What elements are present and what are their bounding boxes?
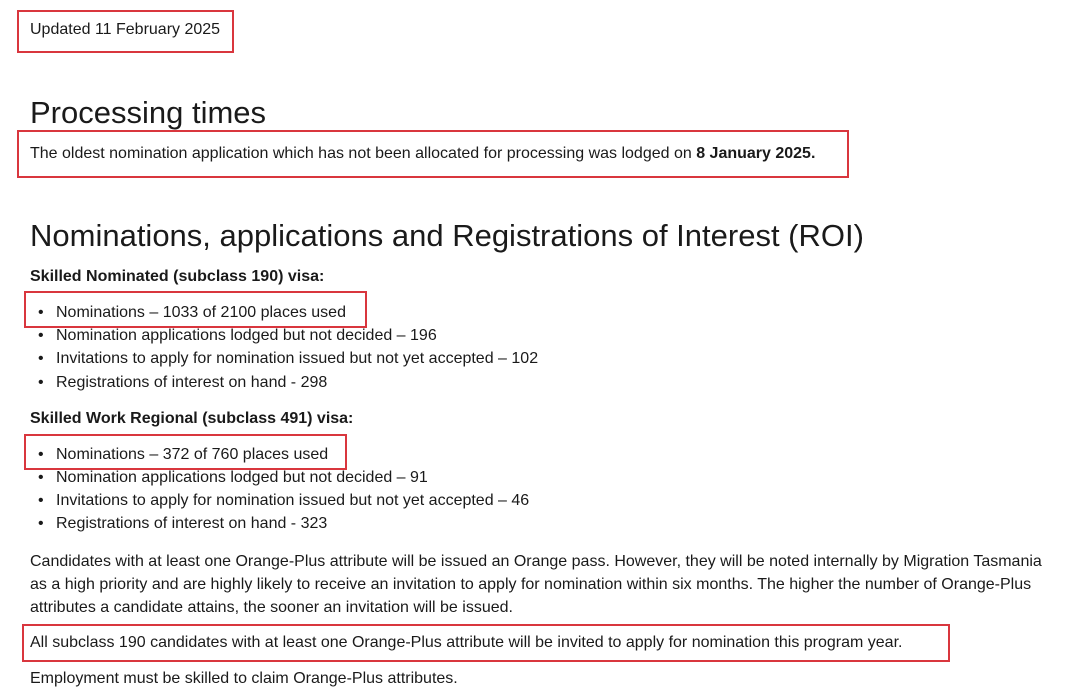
visa-190-title: Skilled Nominated (subclass 190) visa: [30,268,325,285]
employment-note: Employment must be skilled to claim Orange-Plus attributes. [30,670,458,687]
visa-491-title: Skilled Work Regional (subclass 491) visa: [30,410,354,427]
subclass-190-note: All subclass 190 candidates with at least one Orange-Plus attribute will be invited to apply for nomination this program year. [30,634,903,651]
list-item-491-registrations: • Registrations of interest on hand - 323 [56,515,327,533]
processing-text: The oldest nomination application which has not been allocated for processing was lodged on [30,145,697,162]
list-item-491-applications: • Nomination applications lodged but not decided – 91 [56,469,428,487]
list-item-491-invitations: • Invitations to apply for nomination issued but not yet accepted – 46 [56,492,529,510]
processing-times-text [30,145,815,163]
list-item-491-nominations: • Nominations – 372 of 760 places used [56,446,328,464]
list-item-190-invitations: • Invitations to apply for nomination issued but not yet accepted – 102 [56,350,538,368]
list-item-190-nominations: • Nominations – 1033 of 2100 places used [56,304,346,322]
nominations-heading: Nominations, applications and Registrations of Interest (ROI) [30,218,864,253]
updated-date: Updated 11 February 2025 [30,21,221,38]
orange-plus-paragraph: Candidates with at least one Orange-Plus attribute will be issued an Orange pass. However, they will be noted internally by Migration Tasmania as a high priority and are highly likely to receive an invitation to apply for nomination within six months. The higher the number of Orange-Plus attributes a candidate attains, the sooner an invitation will be issued. [30,553,1042,616]
processing-date: 8 January 2025. [696,145,816,162]
list-item-190-registrations: • Registrations of interest on hand - 298 [56,374,327,392]
processing-times-heading: Processing times [30,95,267,130]
list-item-190-applications: • Nomination applications lodged but not decided – 196 [56,327,437,345]
